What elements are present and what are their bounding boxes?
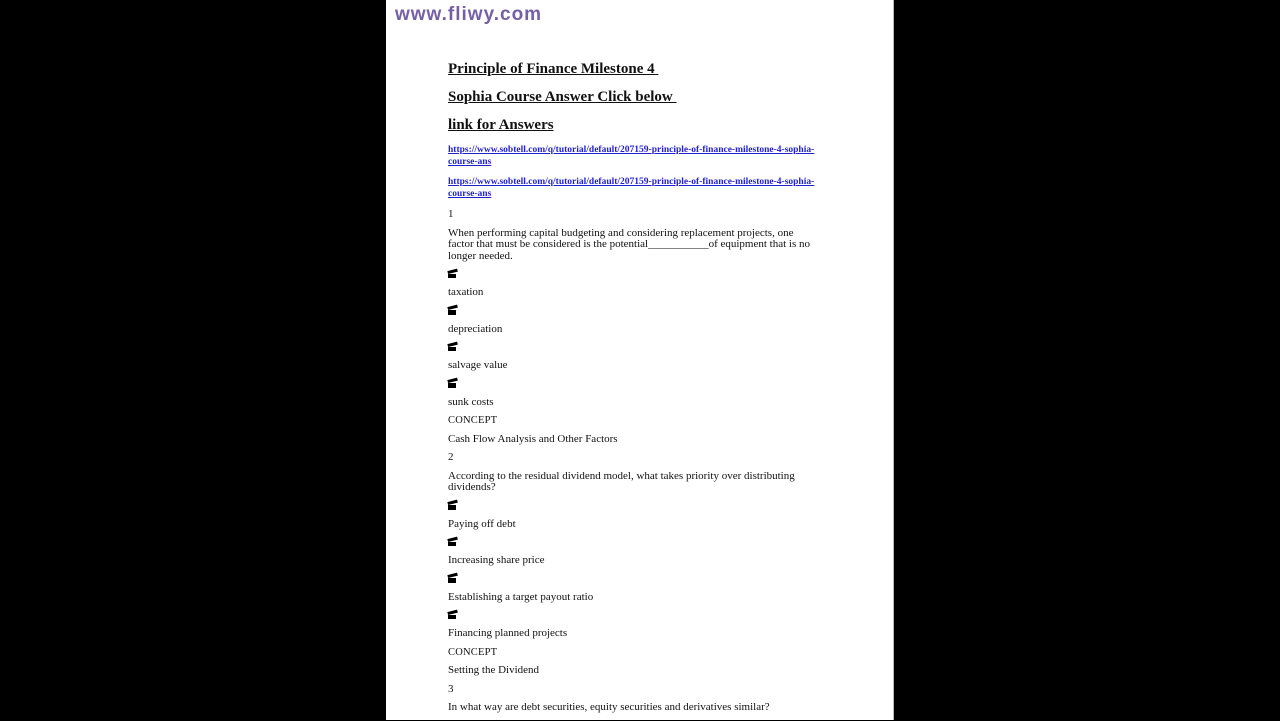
clapperboard-icon <box>448 269 459 278</box>
question-1-option-1: taxation <box>448 286 484 298</box>
document-page <box>386 0 894 720</box>
question-1-number: 1 <box>448 208 454 220</box>
answer-link-2[interactable]: https://www.sobtell.com/q/tutorial/default/207159-principle-of-finance-milestone-4-sophia-course-ans <box>448 177 815 199</box>
question-1-option-4: sunk costs <box>448 395 494 408</box>
question-1-concept-label: CONCEPT <box>448 415 498 426</box>
question-1-option-2: depreciation <box>448 322 503 335</box>
clapperboard-icon <box>448 306 459 315</box>
question-2-concept-name: Setting the Dividend <box>448 664 540 676</box>
question-2-number: 2 <box>448 451 454 463</box>
question-2-concept-label: CONCEPT <box>448 646 498 658</box>
question-1-concept-name: Cash Flow Analysis and Other Factors <box>448 432 618 445</box>
question-2-option-4: Financing planned projects <box>448 627 568 639</box>
clapperboard-icon <box>448 537 459 546</box>
answer-link-1[interactable]: https://www.sobtell.com/q/tutorial/default/207159-principle-of-finance-milestone-4-sophia-course-ans <box>448 145 815 167</box>
question-3-text: In what way are debt securities, equity securities and derivatives similar? <box>448 701 770 713</box>
question-1-option-3: salvage value <box>448 359 508 371</box>
clapperboard-icon <box>448 610 459 619</box>
question-2-option-1: Paying off debt <box>448 517 516 530</box>
heading-line-3: link for Answers <box>448 117 554 133</box>
question-1-text: When performing capital budgeting and considering replacement projects, one factor that must be considered is the potential___________of equipment that is no longer needed. <box>448 226 811 262</box>
question-3-number: 3 <box>448 682 454 695</box>
clapperboard-icon <box>448 574 459 583</box>
question-2-text: According to the residual dividend model, what takes priority over distributing dividends? <box>448 469 795 493</box>
heading-line-1: Principle of Finance Milestone 4 <box>448 61 659 77</box>
clapperboard-icon <box>448 342 459 351</box>
clapperboard-icon <box>448 501 459 510</box>
document-content <box>448 61 818 721</box>
heading-line-2: Sophia Course Answer Click below <box>448 89 677 105</box>
question-2-option-3: Establishing a target payout ratio <box>448 590 594 603</box>
question-2-option-2: Increasing share price <box>448 554 545 566</box>
clapperboard-icon <box>448 379 459 388</box>
site-logo: www.fliwy.com <box>395 4 543 25</box>
